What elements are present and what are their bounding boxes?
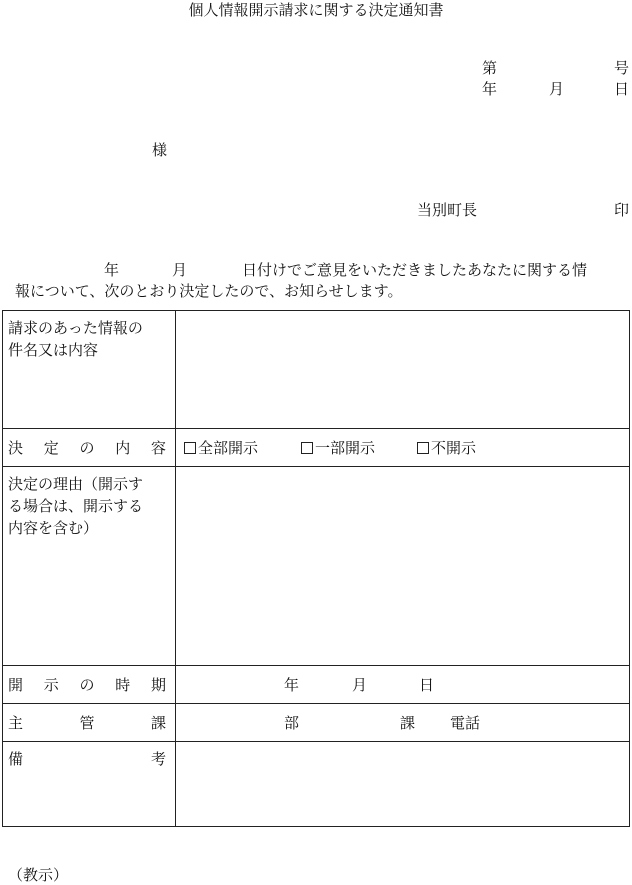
option-non-disclosure[interactable]: [417, 439, 476, 457]
checkbox-icon: [184, 442, 196, 454]
timing-label: 開示の時期: [8, 675, 166, 694]
dept-label-cell: [3, 704, 176, 742]
date-year: 年: [482, 80, 498, 98]
decision-table: [2, 310, 630, 827]
remarks-label: 備考: [8, 750, 166, 768]
table-row: [3, 742, 630, 827]
table-row: [3, 666, 630, 704]
reason-value-cell: [176, 467, 630, 666]
remarks-value-cell: [176, 742, 630, 827]
intro-text-line1: 日付けでご意見をいただきましたあなたに関する情: [242, 261, 588, 279]
decision-label: 決定の内容: [8, 438, 166, 457]
table-row: [3, 467, 630, 666]
reason-label: [3, 467, 176, 666]
dept-bu: 部: [284, 713, 300, 732]
table-row: [3, 429, 630, 467]
decision-label-cell: [3, 429, 176, 467]
option-text: 不開示: [431, 438, 477, 457]
request-value-cell: [176, 311, 630, 429]
table-row: [3, 704, 630, 742]
option-partial-disclosure[interactable]: [301, 439, 375, 457]
timing-value-cell: [176, 666, 630, 704]
reason-label-line: 決定の理由（開示す: [8, 475, 144, 493]
option-full-disclosure[interactable]: [184, 439, 258, 457]
remarks-label-cell: [3, 742, 176, 827]
timing-day: 日: [419, 675, 435, 694]
table-row: [3, 311, 630, 429]
checkbox-icon: [417, 442, 429, 454]
dept-tel: 電話: [450, 713, 481, 732]
dept-label: 主管課: [8, 713, 166, 732]
intro-year: 年: [104, 261, 120, 279]
sender-name: 当別町長: [417, 201, 478, 219]
addressee-suffix: 様: [152, 141, 168, 159]
intro-text-line2: 報について、次のとおり決定したので、お知らせします。: [15, 282, 403, 300]
option-text: 全部開示: [198, 438, 259, 457]
request-label: [3, 311, 176, 429]
number-suffix: 号: [614, 59, 630, 77]
number-prefix: 第: [482, 59, 498, 77]
document-title: 個人情報開示請求に関する決定通知書: [188, 1, 444, 19]
footer-note: （教示）: [8, 866, 69, 884]
timing-label-cell: [3, 666, 176, 704]
date-day: 日: [614, 80, 630, 98]
dept-ka: 課: [400, 713, 416, 732]
option-text: 一部開示: [315, 438, 376, 457]
reason-label-line: 内容を含む）: [8, 519, 99, 537]
decision-options-cell: [176, 429, 630, 467]
timing-month: 月: [352, 675, 368, 694]
timing-year: 年: [284, 675, 300, 694]
intro-month: 月: [172, 261, 188, 279]
reason-label-line: る場合は、開示する: [8, 497, 144, 515]
sender-seal: 印: [614, 201, 630, 219]
request-label-line: 件名又は内容: [8, 341, 99, 359]
checkbox-icon: [301, 442, 313, 454]
request-label-line: 請求のあった情報の: [8, 319, 143, 337]
date-month: 月: [549, 80, 565, 98]
dept-value-cell: [176, 704, 630, 742]
